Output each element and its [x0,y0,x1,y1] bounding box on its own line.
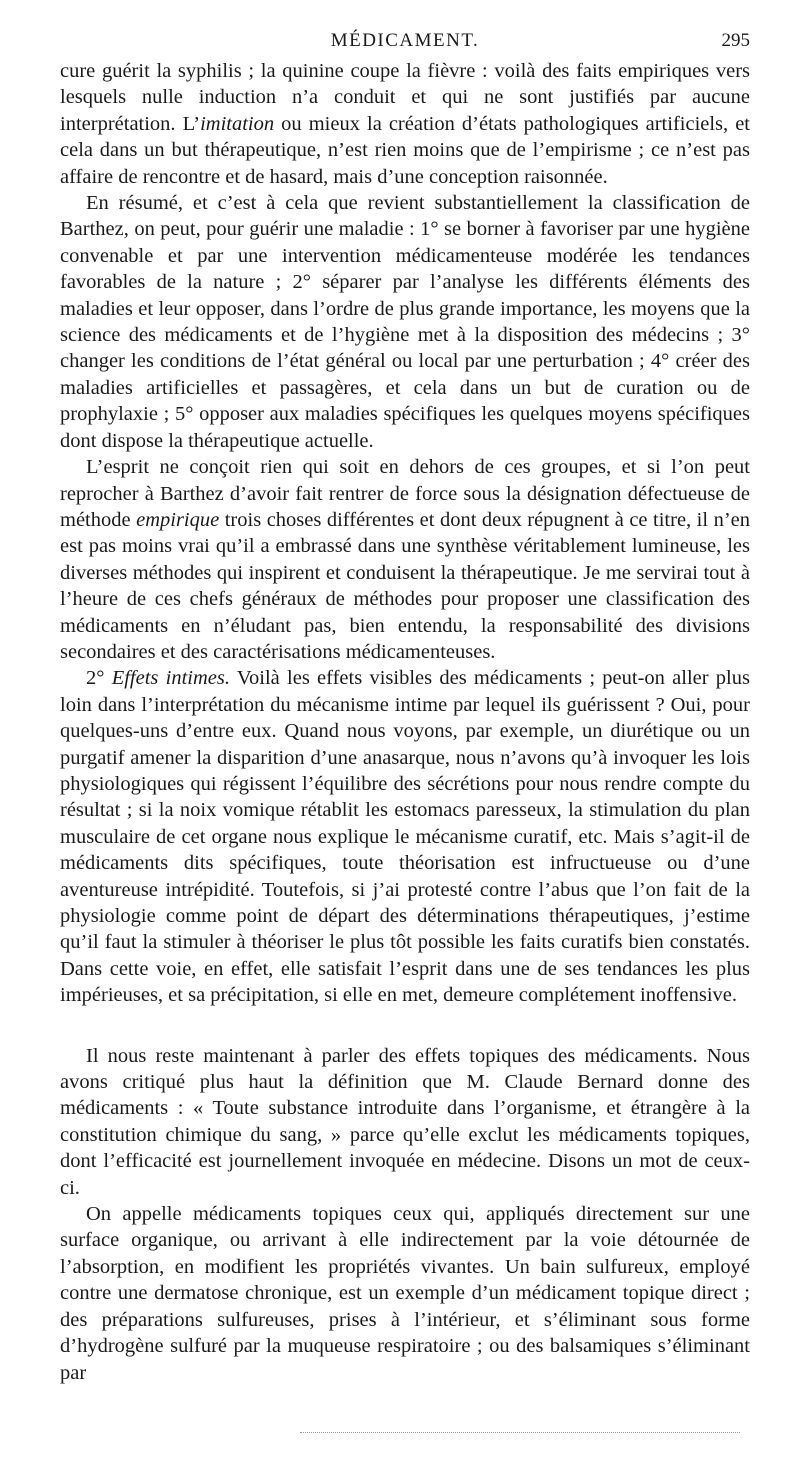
paragraph-effets-intimes [60,665,750,1008]
text-run: Voilà les effets visibles des médicaments ; peut-on aller plus loin dans l’interprétation du mécanisme intime par lequel ils guérissent ? Oui, pour quelques-uns d’entre eux. Quand nous voyons, par exemple, un diurétique ou un purgatif amener la disparition d’une anasarque, nous n’avons qu’à invoquer les lois physiologiques qui régissent l’équilibre des sécrétions pour nous rendre compte du résultat ; si la noix vomique rétablit les estomacs paresseux, la stimulation du plan musculaire de cet organe nous explique le mécanisme curatif, etc. Mais s’agit-il de médicaments dits spécifiques, toute théorisation est infructueuse ou d’une aventureuse intrépidité. Toutefois, si j’ai protesté contre l’abus que l’on fait de la physiologie comme point de départ des déterminations thérapeutiques, j’estime qu’il faut la stimuler à théoriser le plus tôt possible les faits curatifs bien constatés. Dans cette voie, en effet, elle satisfait l’esprit dans une de ses tendances les plus impérieuses, et sa précipitation, si elle en met, demeure complétement inoffensive. [60,667,750,1007]
paragraph-topiques-intro: Il nous reste maintenant à parler des effets topiques des médicaments. Nous avons critiqué plus haut la définition que M. Claude Bernard donne des médicaments : « Toute substance introduite dans l’organisme, et étrangère à la constitution chimique du sang, » parce qu’elle exclut les médicaments topiques, dont l’efficacité est journellement invoquée en médecine. Disons un mot de ceux-ci. [60,1044,750,1199]
page-body [60,58,750,1386]
paragraph-summary: En résumé, et c’est à cela que revient substantiellement la classification de Barthez, on peut, pour guérir une maladie : 1° se borner à favoriser par une hygiène convenable et par une intervention médicamenteuse modérée les tendances favorables de la nature ; 2° séparer par l’analyse les différents éléments des maladies et leur opposer, dans l’ordre de plus grande importance, les moyens que la science des médicaments et de l’hygiène met à la disposition des médecins ; 3° changer les conditions de l’état général ou local par une perturbation ; 4° créer des maladies artificielles et passagères, et cela dans un but de curation ou de prophylaxie ; 5° opposer aux maladies spécifiques les quelques moyens spécifiques dont dispose la thérapeutique actuelle. [60,192,750,452]
text-run: ou mieux la création d’états pathologiques artificiels, et cela dans un but thérapeutique, n’est rien moins que de l’empirisme ; ce n’est pas affaire de rencontre et de hasard, mais d’une conception raisonnée. [60,112,751,188]
section-number: 2° [86,667,112,690]
text-run: trois choses différentes et dont deux répugnent à ce titre, il n’en est pas moins vrai qu’il a embrassé dans une synthèse véritablement lumineuse, les diverses méthodes qui inspirent et conduisent la thérapeutique. Je me servirai tout à l’heure de ces chefs généraux de méthodes pour proposer une classification des médicaments en n’éludant pas, bien entendu, la responsabilité des divisions secondaires et des caractérisations médicamenteuses. [60,508,751,663]
emphasis-imitation: imitation [200,112,275,135]
footer-rule [300,1432,740,1433]
emphasis-empirique: empirique [136,508,220,531]
paragraph-continuation [60,58,750,190]
text-run: cure guérit la syphilis ; la quinine coupe la fièvre : voilà des faits empiriques vers lesquels nulle induction n’a conduit et qui ne sont justifiés par aucune interprétation. L’ [60,60,750,135]
running-head: MÉDICAMENT. [330,30,480,51]
page-header [60,30,750,60]
page-number: 295 [721,30,750,51]
paragraph-topiques-definition: On appelle médicaments topiques ceux qui, appliqués directement sur une surface organique, ou arrivant à elle indirectement par la voie détournée de l’absorption, en modifient les propriétés vivantes. Un bain sulfureux, employé contre une dermatose chronique, est un exemple d’un médicament topique direct ; des préparations sulfureuses, prises à l’intérieur, et s’éliminant sous forme d’hydrogène sulfuré par la muqueuse respiratoire ; ou des balsamiques s’éliminant par [60,1203,750,1384]
paragraph-methods [60,454,750,665]
text-run: L’esprit ne conçoit rien qui soit en dehors de ces groupes, et si l’on peut reprocher à Barthez d’avoir fait rentrer de force sous la désignation défectueuse de méthode [60,456,750,531]
section-label: Effets intimes. [111,667,230,690]
